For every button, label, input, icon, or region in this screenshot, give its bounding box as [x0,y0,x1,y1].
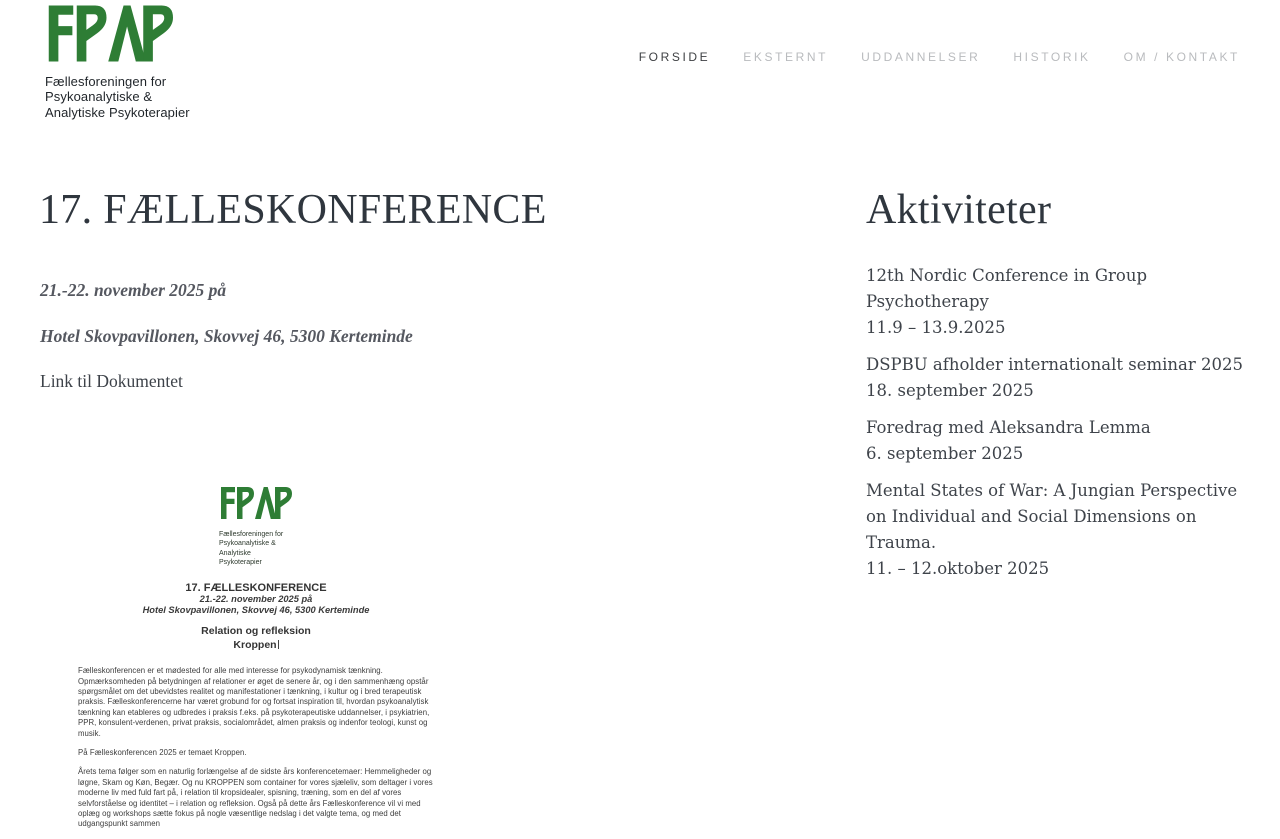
document-paragraph: Fælleskonferencen er et mødested for alle med interesse for psykodynamisk tænkning. Opmærksomheden på betydningen af relationer er øget de senere år, og i den sammenhæng opstår spørgsmålet om det ubevidstes realitet og manifestationer i tænkning, i kultur og i bred terapeutisk praksis. Fælleskonferencerne har været grobund for og fortsat inspiration til, hvordan psykoanalytisk tænkning kan etableres og udbredes i praksis f.eks. på psykoterapeutiske uddannelser, i psykiatrien, PPR, konsulent-verdenen, privat praksis, socialområdet, almen praksis og indenfor teologi, kunst og musik. [78,666,430,738]
nav-item-historik[interactable]: HISTORIK [1013,50,1091,64]
fpap-logo-icon [45,2,175,65]
nav-item-eksternt[interactable]: EKSTERNT [743,50,829,64]
nav-item-om-kontakt[interactable]: OM / KONTAKT [1123,50,1240,64]
nav-item-forside[interactable]: FORSIDE [638,50,711,64]
page-title: 17. FÆLLESKONFERENCE [39,187,547,233]
activity-title[interactable]: 12th Nordic Conference in Group Psychotherapy [866,266,1148,311]
list-item [866,263,1258,341]
document-logo-tagline [219,530,293,567]
document-theme-line-1: Relation og refleksion [201,625,311,638]
conference-venue-line: Hotel Skovpavillonen, Skovvej 46, 5300 Kerteminde [40,326,413,346]
activity-date: 11.9 – 13.9.2025 [866,318,1006,337]
logo-tagline-line: Psykoanalytiske & [45,89,153,105]
activity-date: 6. september 2025 [866,444,1024,463]
document-title: 17. FÆLLESKONFERENCE [185,582,327,595]
activity-list [866,263,1258,582]
conference-document-image [78,485,434,839]
document-date-line: 21.-22. november 2025 på [199,594,313,605]
main-nav [639,50,1240,64]
document-link[interactable]: Link til Dokumentet [40,371,183,391]
activity-date: 18. september 2025 [866,381,1034,400]
logo-tagline-line: Fællesforeningen for [45,74,167,89]
text-cursor [278,640,279,649]
sidebar-title: Aktiviteter [866,187,1052,233]
activity-title[interactable]: Foredrag med Aleksandra Lemma [866,418,1151,437]
document-tagline-line: Fællesforeningen for [219,531,284,538]
activity-title[interactable]: Mental States of War: A Jungian Perspective on Individual and Social Dimensions on Trauma. [866,481,1238,552]
list-item [866,352,1258,404]
document-body [78,666,434,830]
logo-tagline [45,74,190,120]
nav-item-uddannelser[interactable]: UDDANNELSER [861,50,981,64]
document-venue-line: Hotel Skovpavillonen, Skovvej 46, 5300 Kerteminde [142,605,370,616]
list-item [866,415,1258,467]
document-theme-lines [78,625,434,652]
document-tagline-line: Analytiske Psykoterapier [219,549,262,566]
site-logo[interactable] [45,2,190,120]
activity-date: 11. – 12.oktober 2025 [866,559,1050,578]
activities-sidebar [866,186,1258,593]
document-paragraph: Årets tema følger som en naturlig forlængelse af de sidste års konferencetemaer: Hemmeligheder og løgne, Skam og Køn, Begær. Og nu KROPPEN som container for vores sjæleliv, som deltager i vores moderne liv med fuld fart på, i relation til kropsidealer, spisning, træning, som en del af vores selvforståelse og identitet – i relation og refleksion. Også på dette års Fælleskonference vil vi med oplæg og workshops sætte fokus på nogle væsentlige nedslag i det valgte tema, og med det udgangspunkt sammen [78,767,433,829]
fpap-logo-icon-small [219,485,293,521]
document-paragraph: På Fælleskonferencen 2025 er temaet Kroppen. [78,748,247,758]
activity-title[interactable]: DSPBU afholder internationalt seminar 2025 [866,355,1244,374]
list-item [866,478,1258,582]
conference-date-line: 21.-22. november 2025 på [40,280,227,300]
document-theme-line-2: Kroppen [233,638,277,651]
logo-tagline-line: Analytiske Psykoterapier [45,104,190,120]
document-tagline-line: Psykoanalytiske & [219,540,276,548]
document-logo-block [219,485,293,567]
